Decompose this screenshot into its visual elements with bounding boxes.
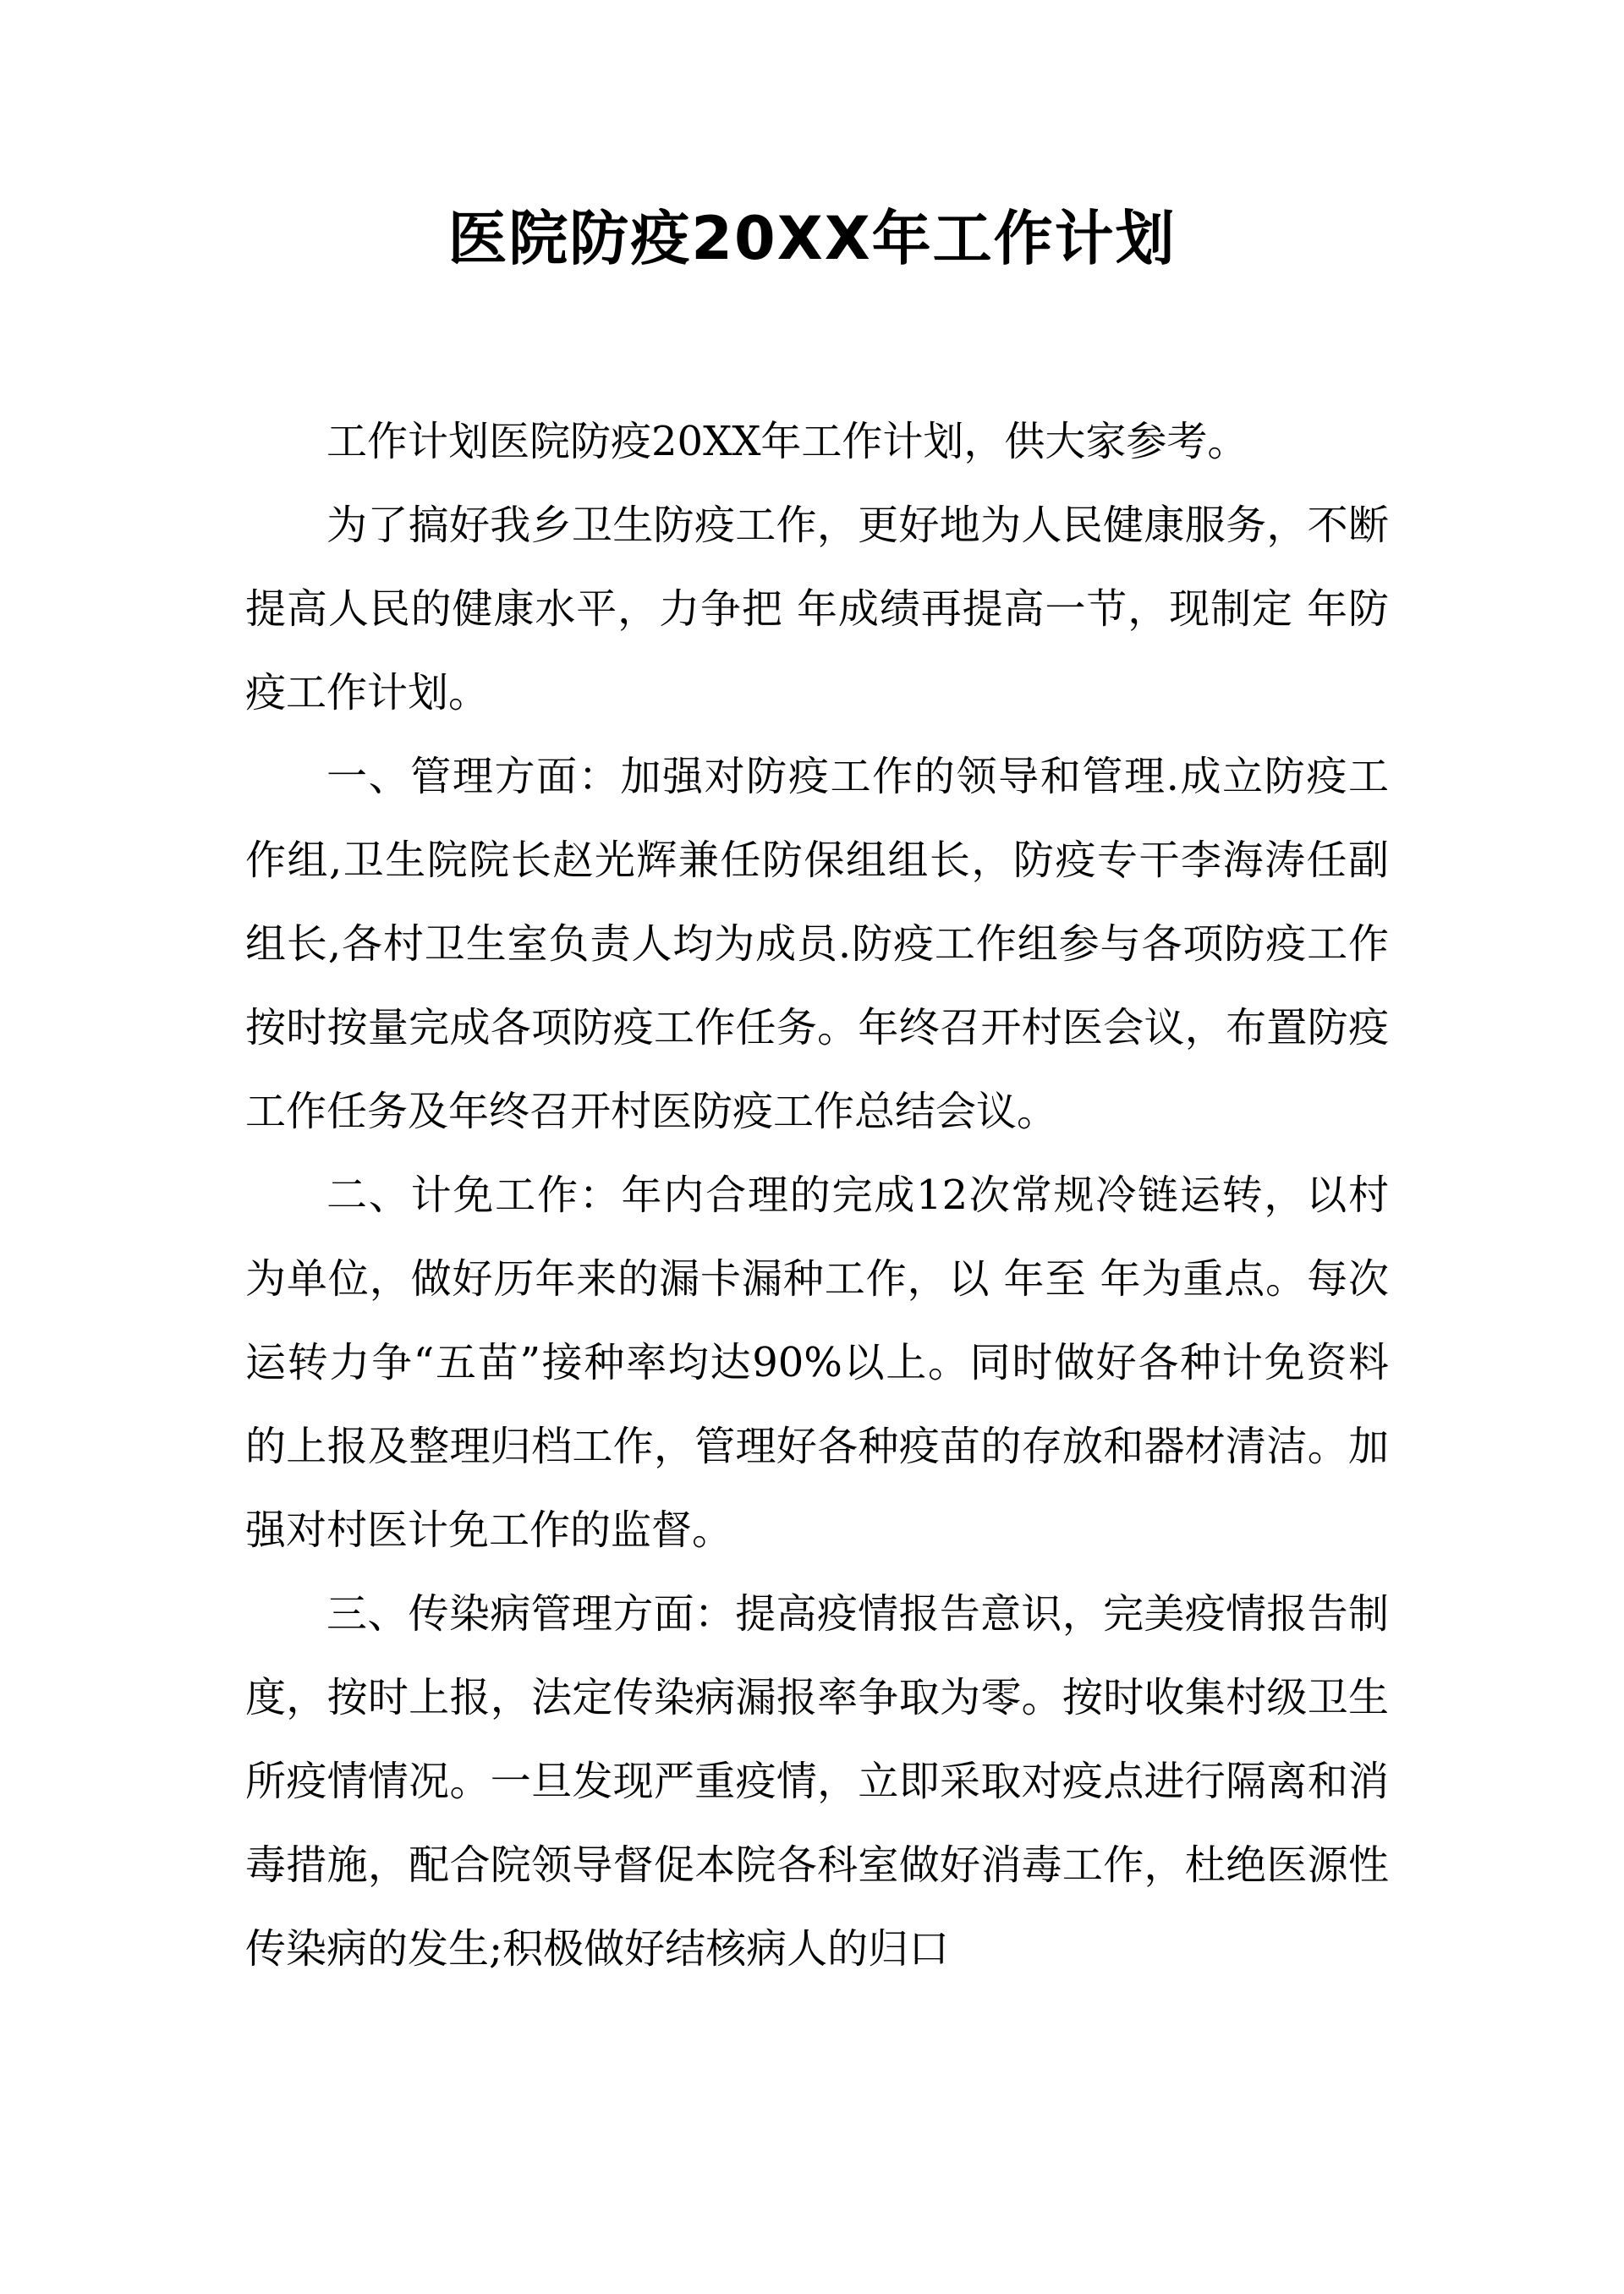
paragraph-purpose: 为了搞好我乡卫生防疫工作，更好地为人民健康服务，不断提高人民的健康水平，力争把 年成绩再提高一节，现制定 年防疫工作计划。: [245, 502, 1389, 716]
paragraph-infectious-disease: 三、传染病管理方面：提高疫情报告意识，完美疫情报告制度，按时上报，法定传染病漏报率争取为零。按时收集村级卫生所疫情情况。一旦发现严重疫情，立即采取对疫点进行隔离和消毒措施，配合院领导督促本院各科室做好消毒工作，杜绝医源性传染病的发生;积极做好结核病人的归口: [245, 1590, 1389, 1973]
document-body: [245, 400, 1389, 1991]
paragraph-management: 一、管理方面：加强对防疫工作的领导和管理.成立防疫工作组,卫生院院长赵光辉兼任防保组组长，防疫专干李海涛任副组长,各村卫生室负责人均为成员.防疫工作组参与各项防疫工作按时按量完成各项防疫工作任务。年终召开村医会议，布置防疫工作任务及年终召开村医防疫工作总结会议。: [245, 753, 1389, 1135]
document-title: 医院防疫20XX年工作计划: [447, 204, 1177, 273]
paragraph-immunization: 二、计免工作：年内合理的完成12次常规冷链运转，以村为单位，做好历年来的漏卡漏种工作，以 年至 年为重点。每次运转力争“五苗”接种率均达90%以上。同时做好各种计免资料的上报及整理归档工作，管理好各种疫苗的存放和器材清洁。加强对村医计免工作的监督。: [245, 1172, 1389, 1554]
paragraph-intro: 工作计划医院防疫20XX年工作计划，供大家参考。: [326, 418, 1248, 465]
